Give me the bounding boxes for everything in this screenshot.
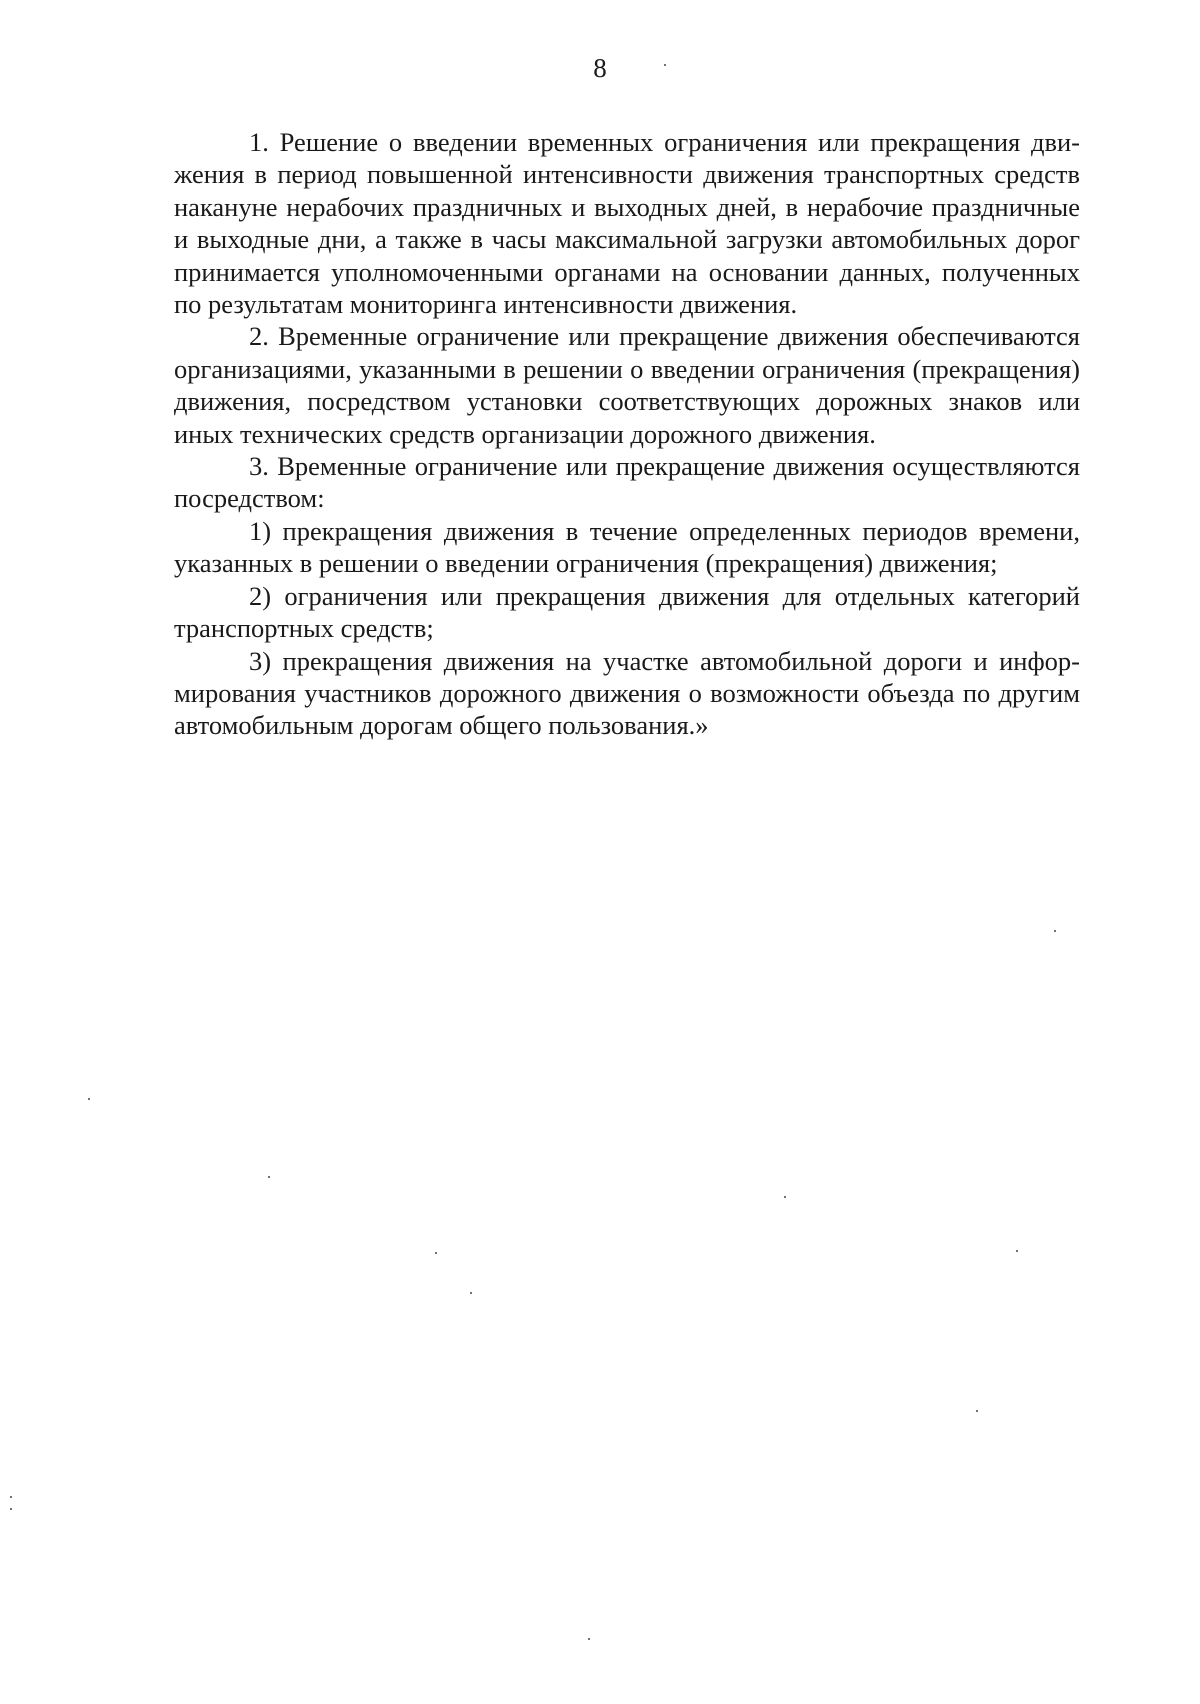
list-item-2: 2) ограничения или прекращения движения для отдельных категорий транспортных средств;: [174, 580, 1080, 644]
paragraph-1: 1. Решение о введении временных ограничения или прекращения движения в период повышенной интенсивности движения транспортных средств накануне нерабочих праздничных и выходных дней, в нерабочие праздничные и выходные дни, а также в часы максимальной загрузки автомобильных дорог принимается уполномоченными органами на основании данных, полученных по результатам мониторинга интенсивности движения.: [174, 127, 1080, 320]
scan-speck: [588, 1638, 590, 1640]
scan-speck: [664, 64, 666, 66]
scan-speck: [1016, 1250, 1018, 1252]
list-item-1: 1) прекращения движения в течение определенных периодов времени, указанных в решении о введении ограничения (прекращения) движения;: [174, 515, 1080, 579]
scan-speck: [1054, 930, 1056, 932]
scan-speck: [435, 1252, 437, 1254]
page-number: 8: [593, 53, 607, 83]
scan-speck: [88, 1098, 90, 1100]
scan-speck: [10, 1508, 12, 1510]
list-item-3: 3) прекращения движения на участке автомобильной дороги и информирования участников дорожного движения о возможности объезда по другим автомобильным дорогам общего пользования.»: [174, 645, 1080, 741]
scan-speck: [10, 1496, 12, 1498]
paragraph-2: 2. Временные ограничение или прекращение движения обеспечиваются организациями, указанными в решении о введении ограничения (прекращения) движения, посредством установки соответствующих дорожных знаков или иных технических средств организации дорожного движения.: [174, 321, 1080, 449]
scan-speck: [470, 1292, 472, 1294]
scan-speck: [976, 1410, 978, 1412]
document-body: [174, 126, 1080, 742]
paragraph-3: 3. Временные ограничение или прекращение движения осуществляются посредством:: [174, 451, 1080, 514]
scan-speck: [268, 1176, 270, 1178]
scan-speck: [784, 1196, 786, 1198]
